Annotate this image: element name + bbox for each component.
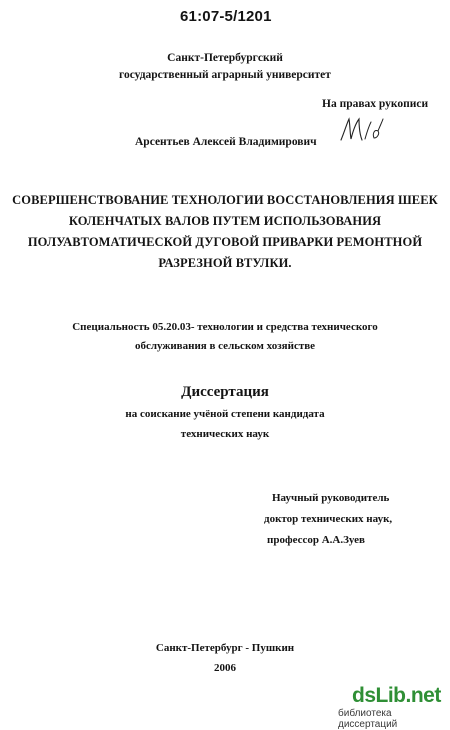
specialty-line-1: Специальность 05.20.03- технологии и средства технического (72, 321, 378, 333)
degree-line-1: на соискание учёной степени кандидата (125, 408, 325, 420)
supervisor-line-1: Научный руководитель (272, 492, 390, 504)
degree-line-2: технических наук (180, 428, 270, 440)
document-code: 61:07-5/1201 (180, 8, 272, 25)
author-name: Арсентьев Алексей Владимирович (135, 136, 317, 148)
handwritten-signature (335, 113, 387, 147)
year: 2006 (214, 662, 236, 674)
title-line-1: СОВЕРШЕНСТВОВАНИЕ ТЕХНОЛОГИИ ВОССТАНОВЛЕНИЯ ШЕЕК (12, 193, 438, 207)
specialty (0, 318, 450, 356)
watermark[interactable] (334, 680, 450, 730)
watermark-logo: dsLib.net (352, 684, 441, 707)
dissertation-title (0, 190, 450, 274)
city: Санкт-Петербург - Пушкин (155, 642, 295, 654)
manuscript-rights-note: На правах рукописи (322, 98, 429, 110)
scientific-supervisor (264, 488, 392, 551)
supervisor-line-3: профессор А.А.Зуев (267, 534, 365, 546)
place-and-year (0, 638, 450, 678)
supervisor-line-2: доктор технических наук, (264, 513, 393, 525)
title-line-3: ПОЛУАВТОМАТИЧЕСКОЙ ДУГОВОЙ ПРИВАРКИ РЕМОНТНОЙ (27, 235, 423, 249)
document-type: Диссертация (181, 384, 269, 400)
institution-line-2: государственный аграрный университет (119, 69, 331, 81)
title-line-2: КОЛЕНЧАТЫХ ВАЛОВ ПУТЕМ ИСПОЛЬЗОВАНИЯ (68, 214, 382, 228)
institution-name (0, 50, 450, 84)
title-line-4: РАЗРЕЗНОЙ ВТУЛКИ. (158, 256, 292, 270)
institution-line-1: Санкт-Петербургский (167, 52, 283, 64)
watermark-caption: библиотека диссертаций (338, 708, 398, 730)
specialty-line-2: обслуживания в сельском хозяйстве (134, 340, 316, 352)
degree-sought (0, 404, 450, 444)
